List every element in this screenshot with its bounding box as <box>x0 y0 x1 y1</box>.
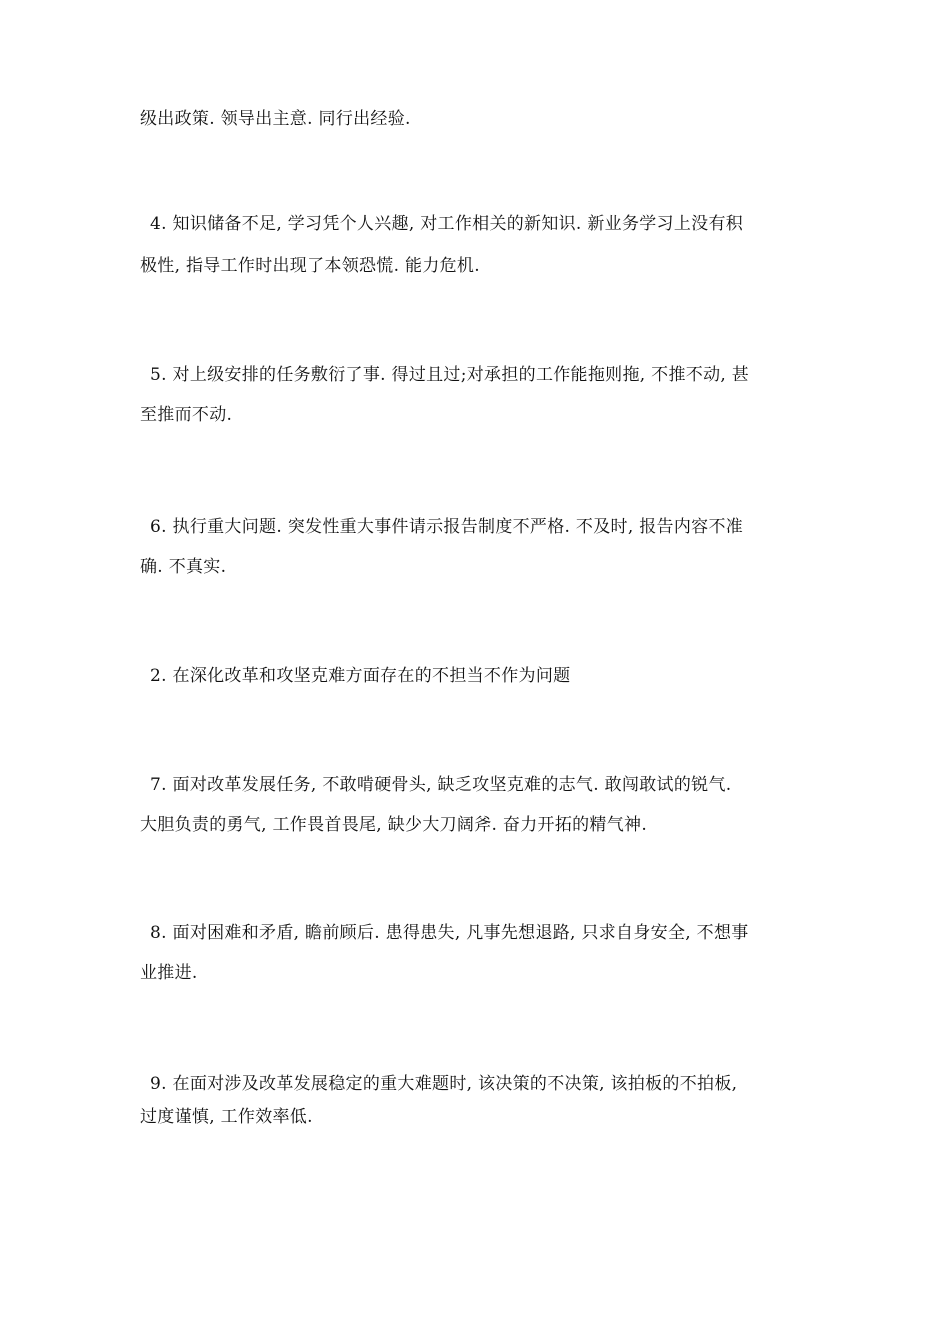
paragraph-line: 业推进. <box>140 963 198 983</box>
paragraph-line: 过度谨慎, 工作效率低. <box>140 1107 313 1127</box>
paragraph-line: 大胆负责的勇气, 工作畏首畏尾, 缺少大刀阔斧. 奋力开拓的精气神. <box>140 815 648 835</box>
paragraph-line: 极性, 指导工作时出现了本领恐慌. 能力危机. <box>140 256 480 276</box>
paragraph-line: 6. 执行重大问题. 突发性重大事件请示报告制度不严格. 不及时, 报告内容不准 <box>150 517 744 537</box>
paragraph-line: 至推而不动. <box>140 405 233 425</box>
paragraph-line: 8. 面对困难和矛盾, 瞻前顾后. 患得患失, 凡事先想退路, 只求自身安全, 不想事 <box>150 923 749 943</box>
paragraph-line: 9. 在面对涉及改革发展稳定的重大难题时, 该决策的不决策, 该拍板的不拍板, <box>150 1074 738 1094</box>
paragraph-line: 2. 在深化改革和攻坚克难方面存在的不担当不作为问题 <box>150 666 571 686</box>
paragraph-line: 确. 不真实. <box>140 557 227 577</box>
paragraph-line: 4. 知识储备不足, 学习凭个人兴趣, 对工作相关的新知识. 新业务学习上没有积 <box>150 214 744 234</box>
paragraph-line: 级出政策. 领导出主意. 同行出经验. <box>140 109 411 129</box>
paragraph-line: 7. 面对改革发展任务, 不敢啃硬骨头, 缺乏攻坚克难的志气. 敢闯敢试的锐气. <box>150 775 732 795</box>
paragraph-line: 5. 对上级安排的任务敷衍了事. 得过且过;对承担的工作能拖则拖, 不推不动, 甚 <box>150 365 750 385</box>
